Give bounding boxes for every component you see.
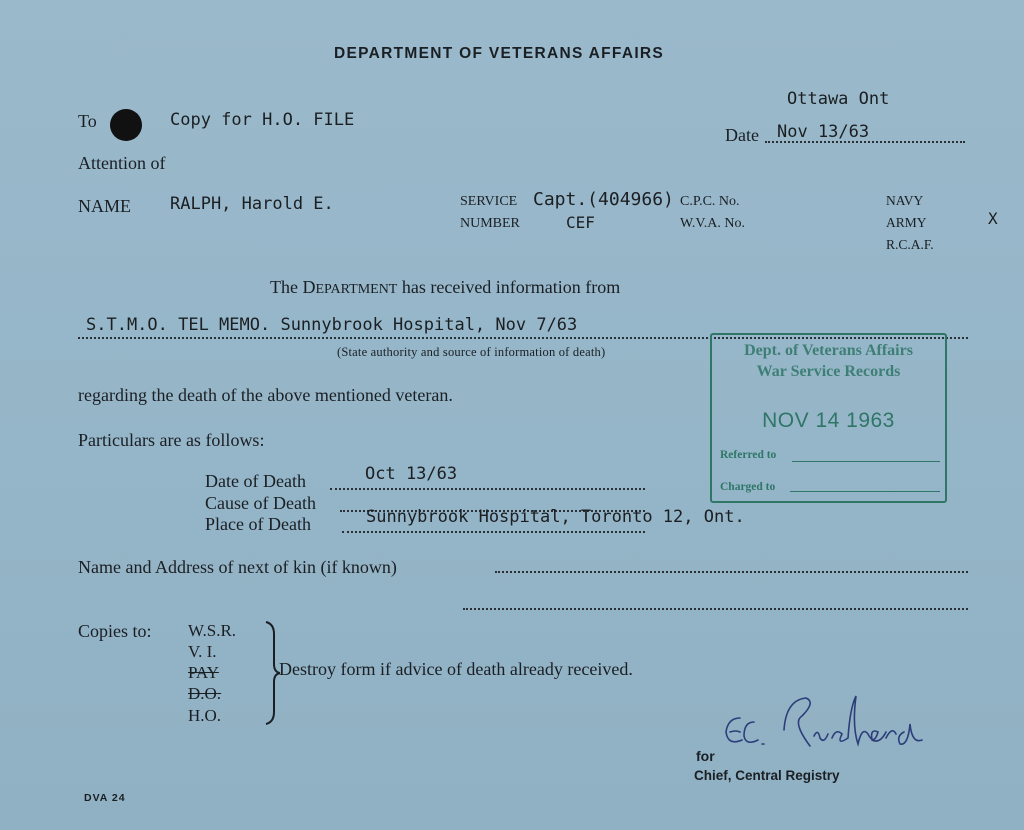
- date-of-death-value: Oct 13/63: [365, 464, 458, 484]
- to-label: To: [78, 111, 97, 131]
- signature-title: Chief, Central Registry: [694, 768, 840, 783]
- branch-army: ARMY: [886, 215, 927, 230]
- received-stamp: [710, 333, 947, 503]
- particulars-heading: Particulars are as follows:: [78, 430, 265, 450]
- next-of-kin-line-2: [463, 608, 968, 610]
- service-value: Capt.(404966): [533, 189, 674, 210]
- next-of-kin-line-1: [495, 571, 968, 573]
- number-label: NUMBER: [460, 216, 520, 231]
- stamp-charged: Charged to: [720, 481, 776, 493]
- copy-wsr: W.S.R.: [188, 621, 237, 640]
- punch-hole-dot: [110, 109, 142, 141]
- stamp-line-2: War Service Records: [756, 363, 901, 380]
- name-label: NAME: [78, 196, 131, 216]
- intro-dept-rest: EPARTMENT: [315, 282, 398, 297]
- location-value: Ottawa Ont: [787, 89, 890, 109]
- information-intro: [270, 277, 620, 298]
- stamp-date: NOV 14 1963: [762, 409, 895, 432]
- source-hint: (State authority and source of information of death): [337, 345, 606, 359]
- place-of-death-label: Place of Death: [205, 514, 311, 534]
- signature-name: [744, 700, 751, 701]
- department-heading: DEPARTMENT OF VETERANS AFFAIRS: [334, 45, 665, 62]
- copy-do: D.O.: [188, 684, 222, 703]
- number-value: CEF: [566, 213, 595, 232]
- branch-mark: X: [988, 209, 998, 228]
- attention-label: Attention of: [78, 153, 166, 173]
- signature-scribble: [710, 688, 950, 758]
- date-of-death-line: [330, 488, 645, 490]
- date-label: Date: [725, 125, 759, 145]
- stamp-referred-line: [792, 461, 940, 462]
- source-value: S.T.M.O. TEL MEMO. Sunnybrook Hospital, Nov 7/63: [86, 315, 578, 335]
- stamp-charged-line: [790, 491, 940, 492]
- wva-label: W.V.A. No.: [680, 216, 745, 231]
- form-code: DVA 24: [84, 792, 126, 804]
- place-of-death-line: [342, 531, 645, 533]
- cause-of-death-label: Cause of Death: [205, 493, 316, 513]
- branch-navy: NAVY: [886, 193, 924, 208]
- intro-text-1: The: [270, 277, 303, 297]
- cpc-label: C.P.C. No.: [680, 194, 740, 209]
- copy-pay: PAY: [188, 663, 219, 682]
- stamp-line-1: Dept. of Veterans Affairs: [744, 342, 913, 359]
- service-label: SERVICE: [460, 194, 518, 209]
- intro-text-2: has received information from: [397, 277, 621, 297]
- date-of-death-label: Date of Death: [205, 471, 306, 491]
- stamp-referred: Referred to: [720, 449, 777, 461]
- name-value: RALPH, Harold E.: [170, 194, 334, 214]
- place-of-death-value: Sunnybrook Hospital, Toronto 12, Ont.: [366, 507, 745, 527]
- branch-rcaf: R.C.A.F.: [886, 237, 934, 252]
- copies-label: Copies to:: [78, 621, 152, 641]
- signature-for: for: [696, 748, 715, 764]
- destroy-note: Destroy form if advice of death already received.: [279, 659, 633, 679]
- date-value: Nov 13/63: [777, 122, 870, 142]
- intro-dept-initial: D: [302, 277, 316, 297]
- regarding-text: regarding the death of the above mentioned veteran.: [78, 385, 453, 405]
- to-value: Copy for H.O. FILE: [170, 110, 355, 130]
- copy-ho: H.O.: [188, 706, 222, 725]
- copy-vi: V. I.: [188, 642, 217, 661]
- next-of-kin-label: Name and Address of next of kin (if known): [78, 557, 397, 577]
